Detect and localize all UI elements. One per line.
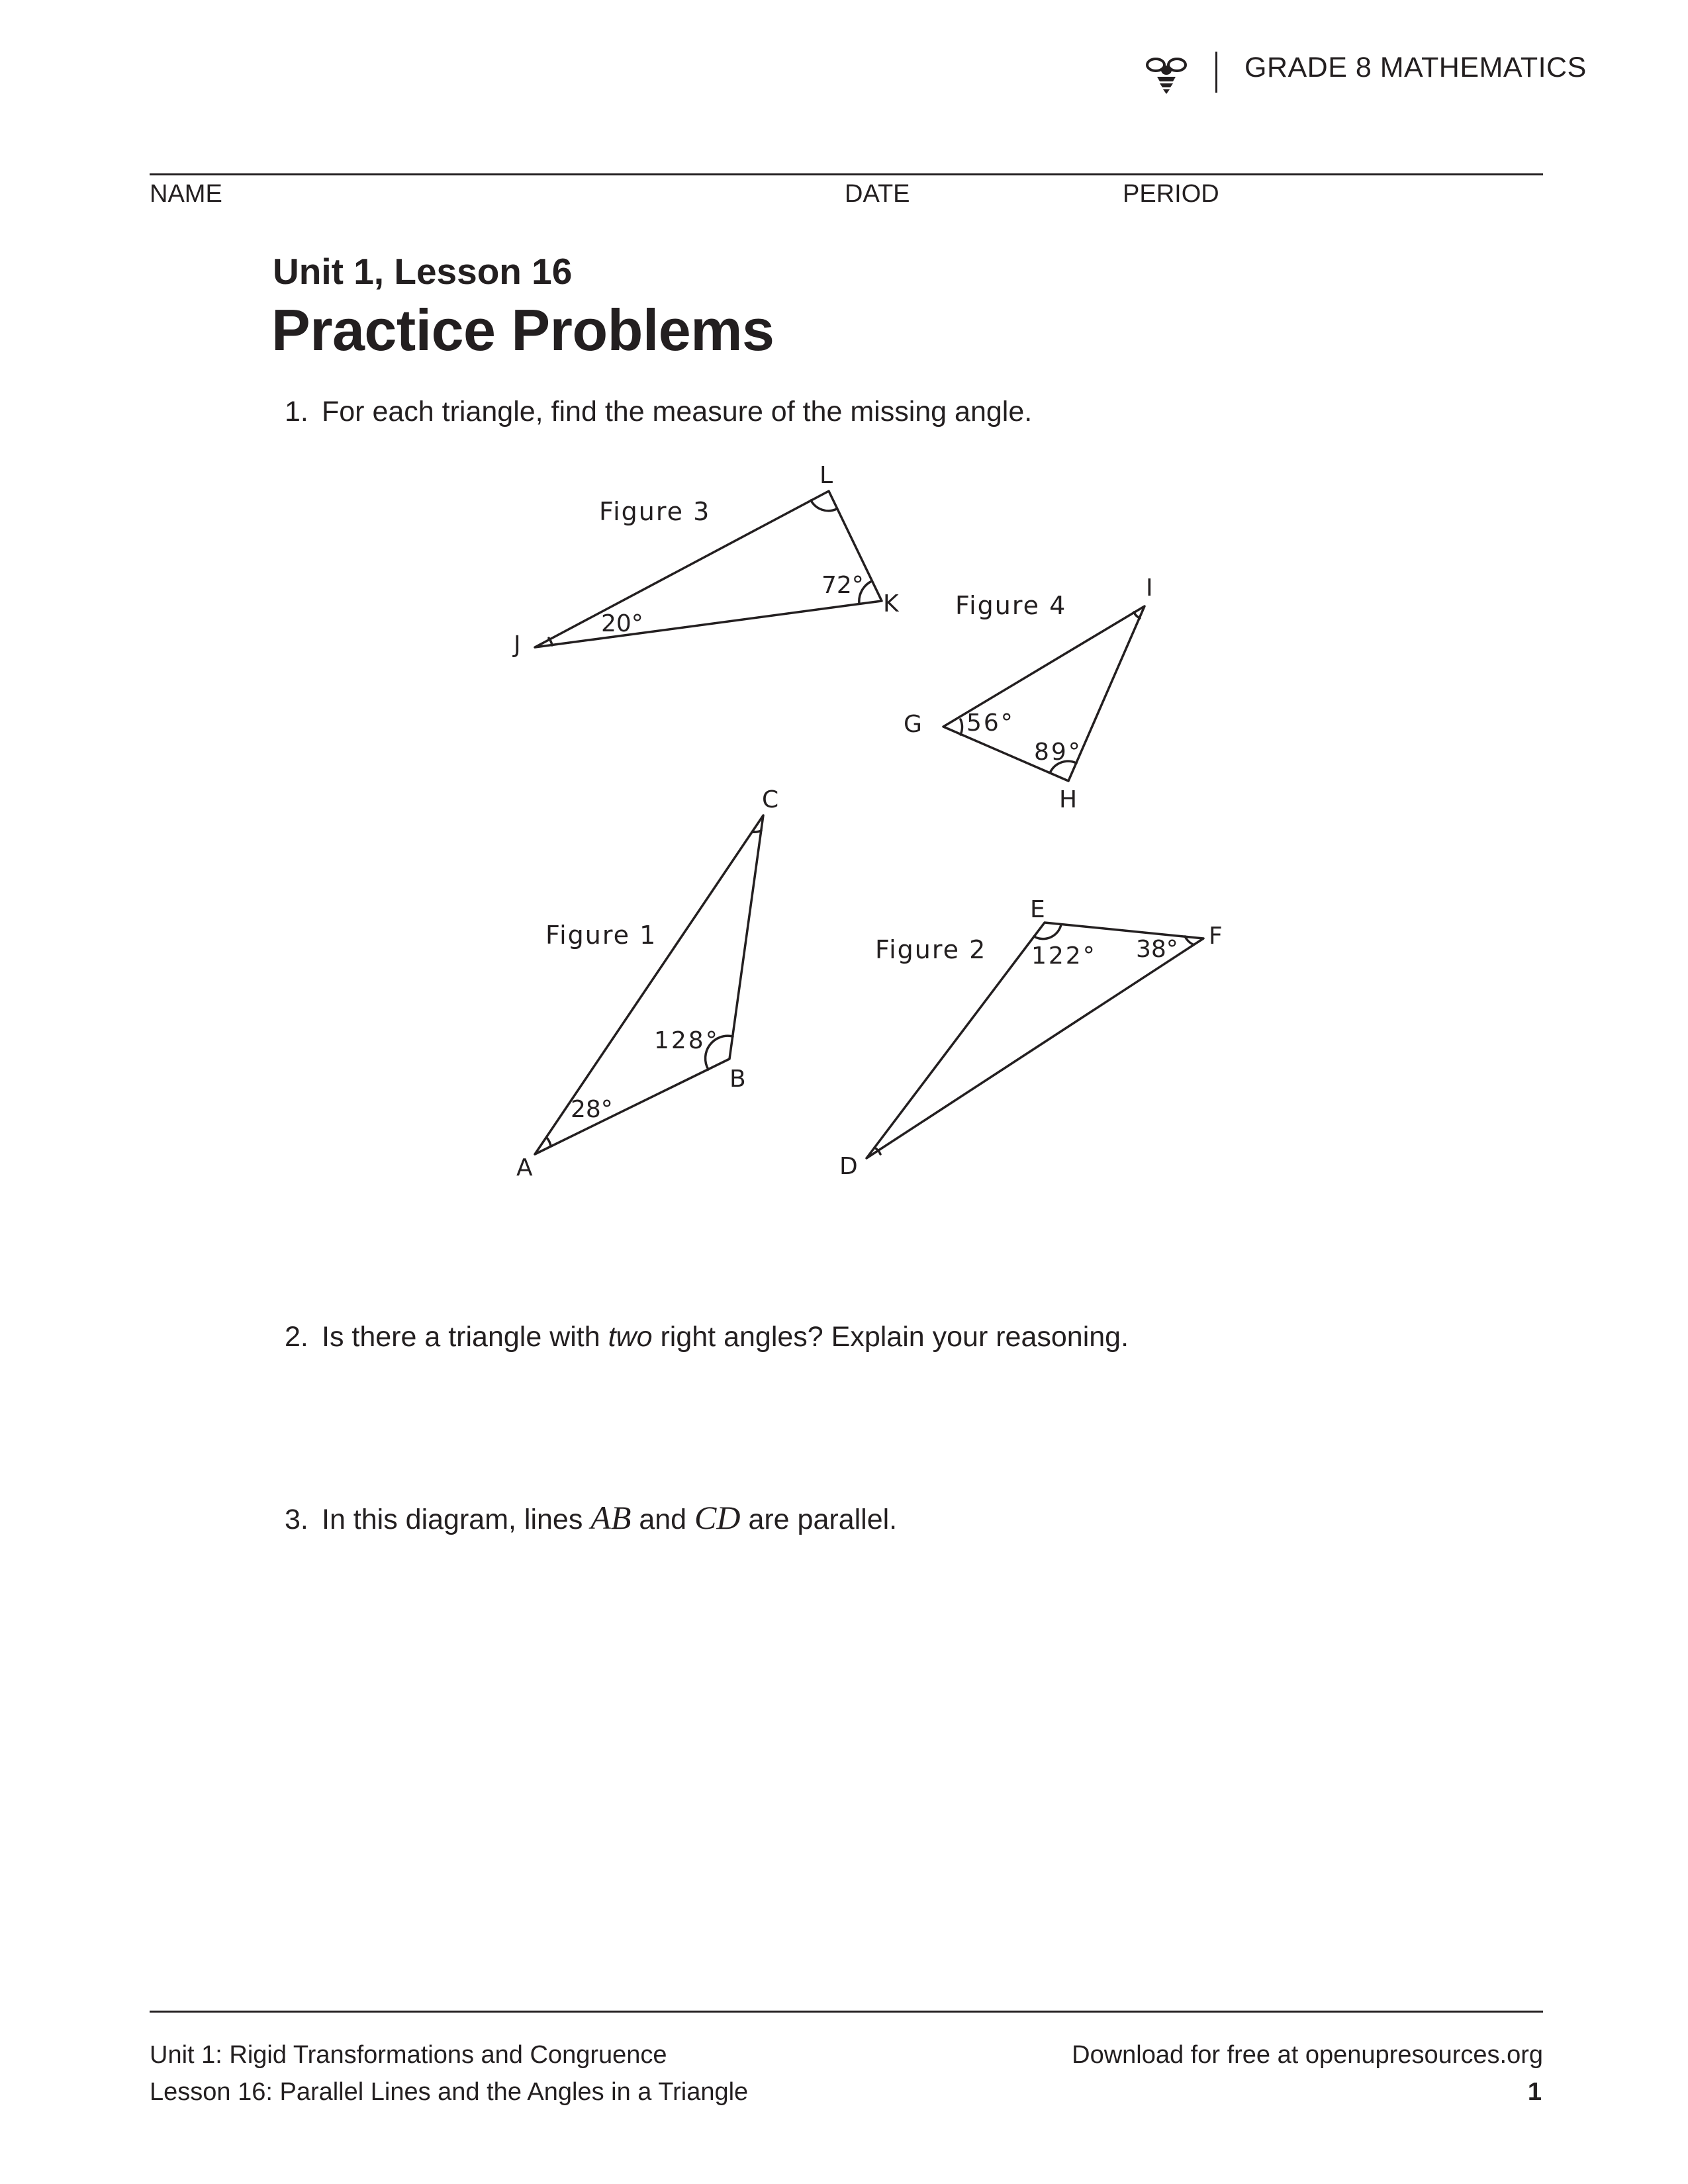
figure-1-label: Figure 1 <box>545 921 657 950</box>
date-label: DATE <box>845 180 910 208</box>
angle-mark-a <box>547 1138 551 1146</box>
vertex-e: E <box>1030 896 1045 923</box>
angle-a-label: 28° <box>571 1096 613 1123</box>
footer-download-link[interactable]: Download for free at openupresources.org <box>1072 2041 1543 2069</box>
problem-number: 3. <box>285 1504 308 1535</box>
footer-rule <box>150 2011 1543 2013</box>
vertex-l: L <box>820 462 833 489</box>
problem-number: 2. <box>285 1321 308 1353</box>
angle-h-label: 89° <box>1034 739 1082 766</box>
footer-lesson: Lesson 16: Parallel Lines and the Angles in a Triangle <box>150 2078 749 2106</box>
problem-2 <box>285 1321 1129 1353</box>
figure-2-label: Figure 2 <box>875 935 987 964</box>
line-ab-label: AB <box>590 1499 632 1536</box>
period-label: PERIOD <box>1123 180 1219 208</box>
problem-text: right angles? Explain your reasoning. <box>652 1321 1129 1353</box>
problem-text: In this diagram, lines <box>322 1504 591 1535</box>
problem-text: are parallel. <box>740 1504 898 1535</box>
triangle-abc <box>535 815 763 1154</box>
problem-text: and <box>631 1504 695 1535</box>
footer-unit: Unit 1: Rigid Transformations and Congruence <box>150 2041 667 2069</box>
vertex-i: I <box>1146 574 1153 602</box>
vertex-j: J <box>514 631 521 659</box>
problem-text-emphasis: two <box>608 1321 653 1353</box>
figure-3-label: Figure 3 <box>599 497 711 526</box>
angle-g-label: 56° <box>966 709 1015 737</box>
name-label: NAME <box>150 180 222 208</box>
vertex-f: F <box>1209 923 1223 950</box>
figure-4-label: Figure 4 <box>955 591 1067 620</box>
problem-3 <box>285 1498 897 1537</box>
vertex-k: K <box>883 590 899 617</box>
problem-text: For each triangle, find the measure of the missing angle. <box>322 396 1033 428</box>
vertex-g: G <box>904 711 922 738</box>
angle-mark-g <box>961 719 962 735</box>
problem-number: 1. <box>285 396 308 428</box>
angle-f-label: 38° <box>1136 936 1178 963</box>
angle-j-label: 20° <box>601 610 643 637</box>
line-cd-label: CD <box>694 1499 741 1536</box>
angle-k-label: 72° <box>821 572 864 599</box>
angle-mark-i <box>1134 612 1140 618</box>
vertex-c: C <box>762 786 779 813</box>
vertex-a: A <box>516 1154 533 1181</box>
page-number: 1 <box>1527 2078 1542 2106</box>
vertex-h: H <box>1059 786 1078 813</box>
course-title: GRADE 8 MATHEMATICS <box>1244 52 1587 83</box>
vertex-b: B <box>729 1066 746 1093</box>
angle-e-label: 122° <box>1031 942 1097 970</box>
unit-lesson-heading: Unit 1, Lesson 16 <box>273 251 573 292</box>
vertex-d: D <box>839 1153 858 1180</box>
page-title: Practice Problems <box>271 297 774 363</box>
problem-text: Is there a triangle with <box>322 1321 608 1353</box>
angle-b-label: 128° <box>654 1027 720 1054</box>
